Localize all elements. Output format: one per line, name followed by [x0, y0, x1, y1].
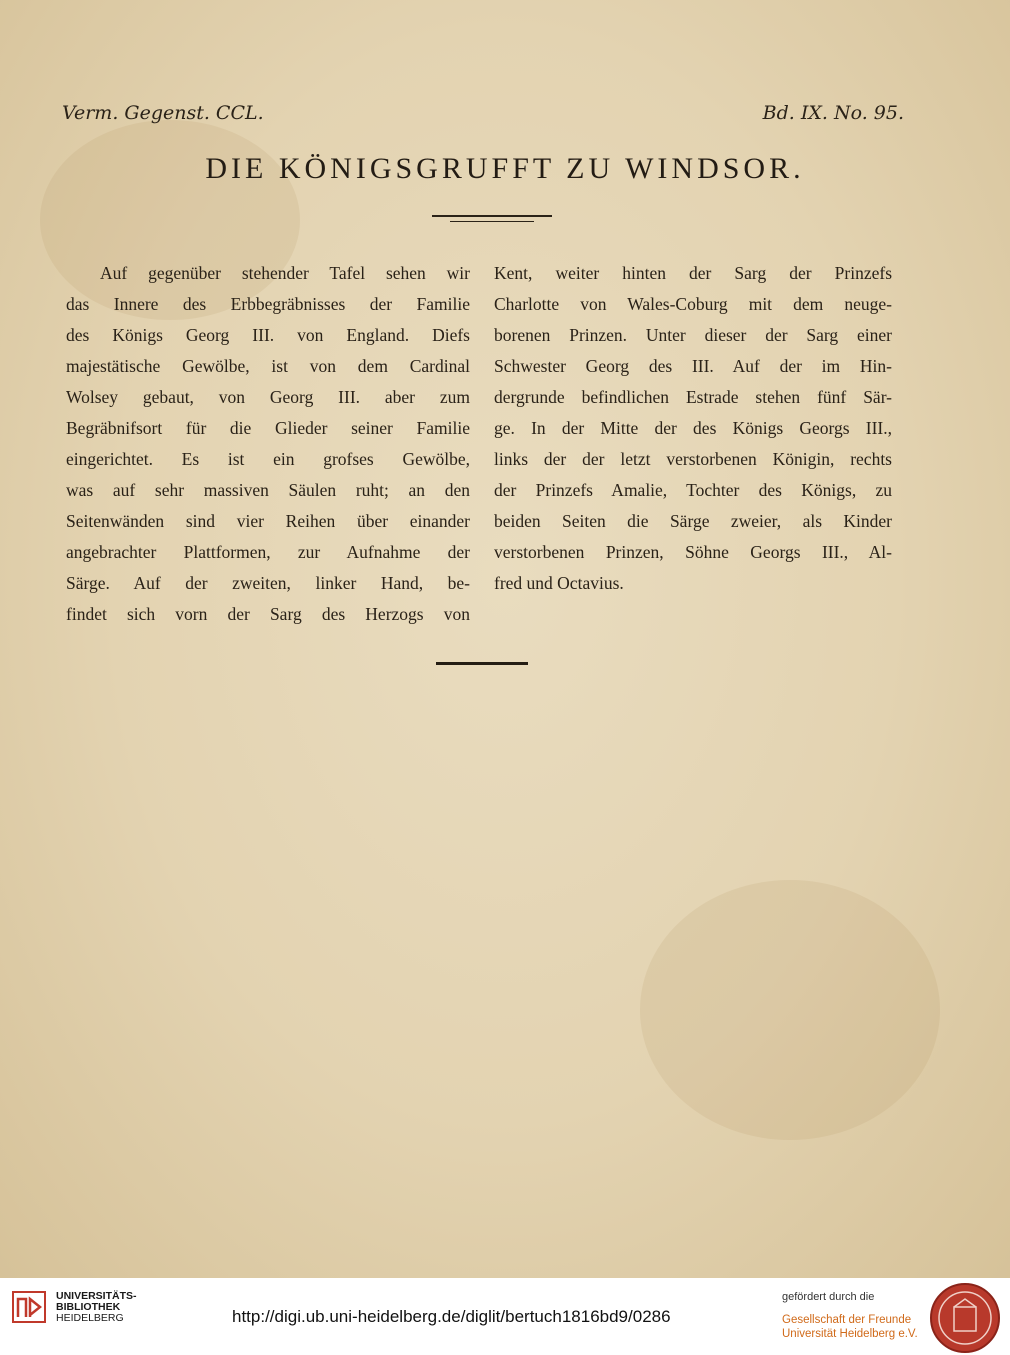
paper-stain: [640, 880, 940, 1140]
text-line: Charlotte von Wales-Coburg mit dem neuge-: [494, 294, 892, 314]
sponsor-name-line: Universität Heidelberg e.V.: [782, 1328, 918, 1340]
text-line: Begräbnifsort für die Glieder seiner Familie: [66, 418, 470, 438]
text-line: verstorbenen Prinzen, Söhne Georgs III., Al-: [494, 542, 892, 562]
text-line: borenen Prinzen. Unter dieser der Sarg einer: [494, 325, 892, 345]
text-line: der Prinzefs Amalie, Tochter des Königs, zu: [494, 480, 892, 500]
title-rule: [432, 215, 552, 217]
text-line: links der der letzt verstorbenen Königin, rechts: [494, 449, 892, 469]
sponsor-seal-icon: [930, 1283, 1000, 1353]
text-line: Seitenwänden sind vier Reihen über einander: [66, 511, 470, 531]
library-name-line: BIBLIOTHEK: [56, 1301, 121, 1313]
page-header: [62, 102, 904, 132]
text-line: Auf gegenüber stehender Tafel sehen wir: [100, 263, 470, 283]
header-series: Verm. Gegenst. CCL.: [62, 102, 264, 124]
text-line: eingerichtet. Es ist ein grofses Gewölbe,: [66, 449, 470, 469]
text-line: Särge. Auf der zweiten, linker Hand, be-: [66, 573, 470, 593]
text-line: fred und Octavius.: [494, 573, 624, 593]
text-line: Kent, weiter hinten der Sarg der Prinzefs: [494, 263, 892, 283]
text-line: Wolsey gebaut, von Georg III. aber zum: [66, 387, 470, 407]
text-line: ge. In der Mitte der des Königs Georgs III.,: [494, 418, 892, 438]
title-rule-thin: [450, 221, 534, 222]
text-line: angebrachter Plattformen, zur Aufnahme der: [66, 542, 470, 562]
source-url-link[interactable]: http://digi.ub.uni-heidelberg.de/diglit/bertuch1816bd9/0286: [232, 1307, 671, 1326]
closing-rule: [436, 662, 528, 665]
text-line: das Innere des Erbbegräbnisses der Familie: [66, 294, 470, 314]
text-column-right: [494, 258, 892, 599]
text-line: was auf sehr massiven Säulen ruht; an den: [66, 480, 470, 500]
library-logo-icon: [12, 1291, 46, 1323]
funded-by-label: gefördert durch die: [782, 1291, 875, 1303]
text-column-left: [66, 258, 470, 630]
text-line: Schwester Georg des III. Auf der im Hin-: [494, 356, 892, 376]
sponsor-name-line: Gesellschaft der Freunde: [782, 1314, 912, 1326]
text-line: des Königs Georg III. von England. Diefs: [66, 325, 470, 345]
library-name-line: HEIDELBERG: [56, 1312, 124, 1324]
library-name-line: UNIVERSITÄTS-: [56, 1290, 137, 1302]
text-line: findet sich vorn der Sarg des Herzogs von: [66, 604, 470, 624]
sponsor-name: [782, 1313, 918, 1341]
library-name: [56, 1291, 137, 1324]
text-line: dergrunde befindlichen Estrade stehen fünf Sär-: [494, 387, 892, 407]
text-line: beiden Seiten die Särge zweier, als Kinder: [494, 511, 892, 531]
header-volume-number: Bd. IX. No. 95.: [762, 102, 904, 124]
text-line: majestätische Gewölbe, ist von dem Cardinal: [66, 356, 470, 376]
page-title: DIE KÖNIGSGRUFFT ZU WINDSOR.: [205, 152, 805, 185]
